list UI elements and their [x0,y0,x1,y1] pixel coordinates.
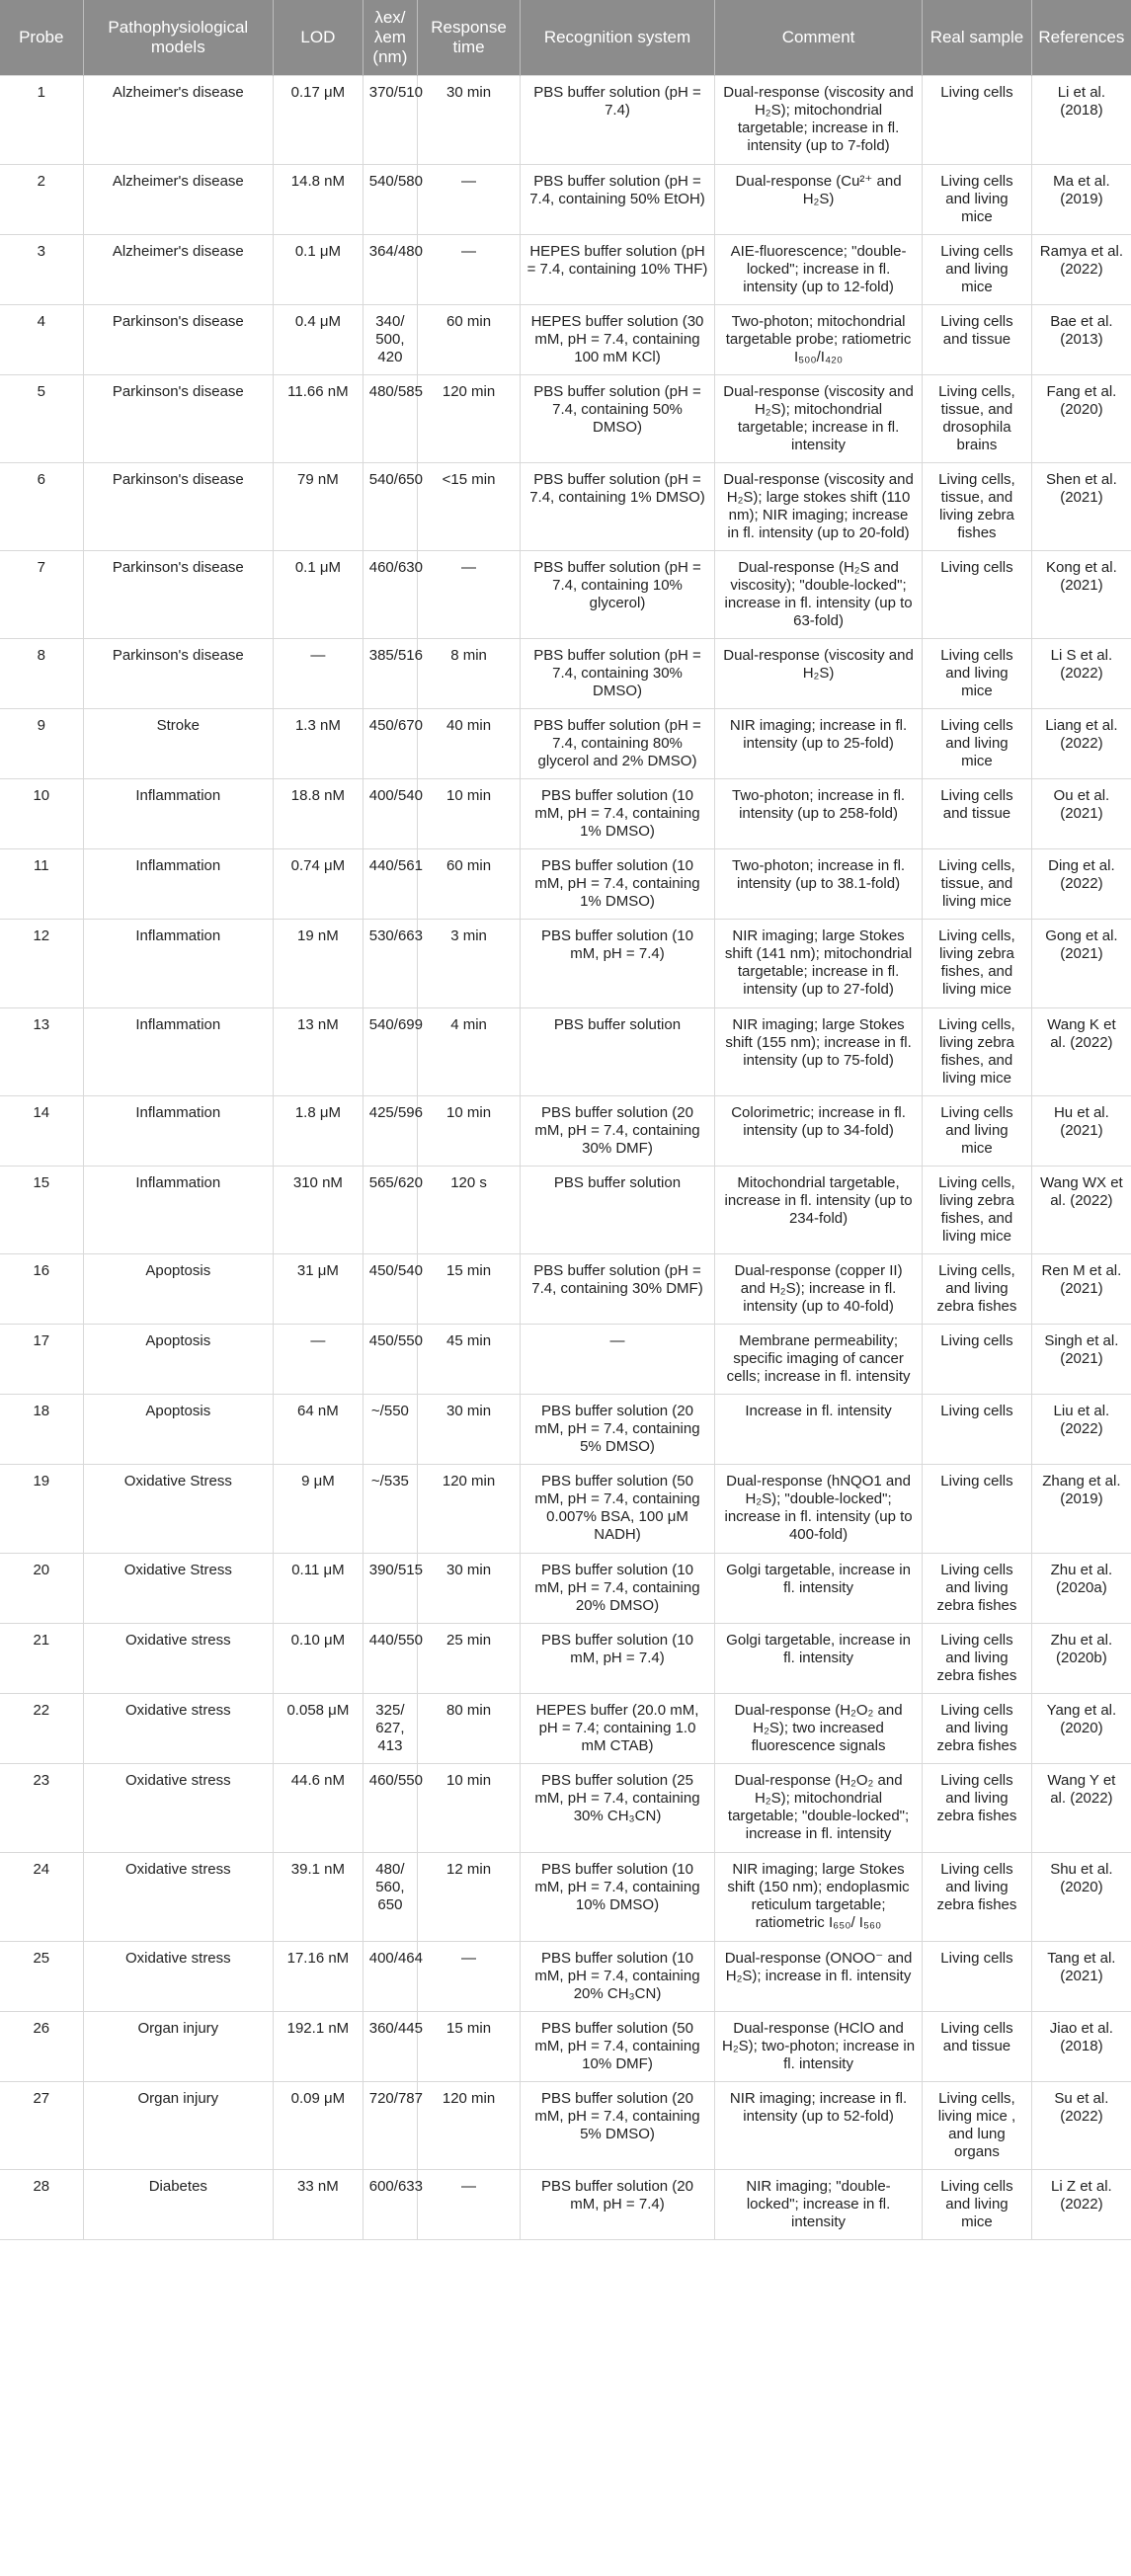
cell-probe: 3 [0,234,83,304]
cell-real-sample: Living cells and living mice [923,234,1032,304]
cell-model: Parkinson's disease [83,550,273,638]
cell-response-time: 30 min [418,1394,521,1464]
cell-recognition-system: — [521,1324,715,1394]
cell-response-time: — [418,164,521,234]
table-row [0,1763,1131,1852]
table-row [0,2011,1131,2081]
cell-model: Oxidative stress [83,1693,273,1763]
cell-real-sample: Living cells and living zebra fishes [923,1852,1032,1941]
cell-model: Parkinson's disease [83,462,273,550]
cell-reference: Ding et al. (2022) [1031,848,1131,919]
table-row [0,2169,1131,2239]
cell-lod: 1.3 nM [274,708,364,778]
cell-lambda: 565/620 [363,1166,417,1253]
cell-comment: Membrane permeability; specific imaging of cancer cells; increase in fl. intensity [714,1324,922,1394]
cell-model: Stroke [83,708,273,778]
cell-comment: Dual-response (copper II) and H₂S); increase in fl. intensity (up to 40-fold) [714,1253,922,1324]
cell-probe: 20 [0,1553,83,1623]
cell-model: Oxidative stress [83,1763,273,1852]
cell-model: Inflammation [83,919,273,1007]
cell-model: Organ injury [83,2081,273,2169]
cell-response-time: — [418,234,521,304]
cell-lod: 18.8 nM [274,778,364,848]
cell-comment: NIR imaging; large Stokes shift (150 nm); endoplasmic reticulum targetable; ratiometric I₆₅₀/ I₅₆₀ [714,1852,922,1941]
cell-real-sample: Living cells and living mice [923,708,1032,778]
cell-recognition-system: PBS buffer solution (25 mM, pH = 7.4, containing 30% CH₃CN) [521,1763,715,1852]
cell-recognition-system: PBS buffer solution (10 mM, pH = 7.4, containing 1% DMSO) [521,848,715,919]
cell-probe: 15 [0,1166,83,1253]
cell-reference: Su et al. (2022) [1031,2081,1131,2169]
cell-probe: 1 [0,75,83,164]
cell-model: Oxidative stress [83,1852,273,1941]
cell-reference: Li et al. (2018) [1031,75,1131,164]
cell-response-time: 40 min [418,708,521,778]
cell-model: Inflammation [83,848,273,919]
cell-response-time: 120 min [418,374,521,462]
table-row [0,2081,1131,2169]
cell-reference: Kong et al. (2021) [1031,550,1131,638]
cell-lambda: 385/516 [363,638,417,708]
cell-real-sample: Living cells and living zebra fishes [923,1623,1032,1693]
cell-real-sample: Living cells [923,75,1032,164]
table-row [0,1324,1131,1394]
cell-reference: Zhu et al. (2020a) [1031,1553,1131,1623]
header-probe: Probe [0,0,83,75]
cell-real-sample: Living cells, tissue, and living mice [923,848,1032,919]
cell-lambda: 600/633 [363,2169,417,2239]
cell-real-sample: Living cells and living mice [923,638,1032,708]
cell-lod: 13 nM [274,1007,364,1095]
cell-lod: 31 μM [274,1253,364,1324]
cell-comment: AIE-fluorescence; "double-locked"; increase in fl. intensity (up to 12-fold) [714,234,922,304]
cell-comment: Dual-response (viscosity and H₂S) [714,638,922,708]
cell-reference: Li Z et al. (2022) [1031,2169,1131,2239]
cell-lod: 0.1 μM [274,234,364,304]
cell-recognition-system: PBS buffer solution [521,1007,715,1095]
cell-lambda: 450/550 [363,1324,417,1394]
cell-probe: 16 [0,1253,83,1324]
cell-reference: Zhang et al. (2019) [1031,1464,1131,1553]
cell-response-time: <15 min [418,462,521,550]
cell-model: Parkinson's disease [83,638,273,708]
cell-probe: 5 [0,374,83,462]
cell-comment: NIR imaging; increase in fl. intensity (up to 52-fold) [714,2081,922,2169]
cell-comment: NIR imaging; "double-locked"; increase in fl. intensity [714,2169,922,2239]
table-row [0,1007,1131,1095]
cell-reference: Shu et al. (2020) [1031,1852,1131,1941]
header-lambda: λex/ λem (nm) [363,0,417,75]
cell-reference: Hu et al. (2021) [1031,1095,1131,1166]
cell-recognition-system: HEPES buffer solution (pH = 7.4, containing 10% THF) [521,234,715,304]
cell-lambda: 530/663 [363,919,417,1007]
cell-lod: 19 nM [274,919,364,1007]
cell-reference: Liang et al. (2022) [1031,708,1131,778]
cell-probe: 14 [0,1095,83,1166]
cell-response-time: 120 s [418,1166,521,1253]
cell-lambda: 460/550 [363,1763,417,1852]
cell-reference: Wang K et al. (2022) [1031,1007,1131,1095]
cell-response-time: 10 min [418,778,521,848]
cell-real-sample: Living cells [923,1324,1032,1394]
cell-lod: 192.1 nM [274,2011,364,2081]
cell-lod: 0.11 μM [274,1553,364,1623]
table-row [0,462,1131,550]
cell-real-sample: Living cells and tissue [923,778,1032,848]
header-recognition-system: Recognition system [521,0,715,75]
cell-lod: 0.4 μM [274,304,364,374]
table-row [0,848,1131,919]
cell-model: Oxidative stress [83,1941,273,2011]
cell-comment: Two-photon; increase in fl. intensity (up to 258-fold) [714,778,922,848]
cell-recognition-system: PBS buffer solution (pH = 7.4, containing 1% DMSO) [521,462,715,550]
cell-probe: 13 [0,1007,83,1095]
cell-lambda: 340/ 500, 420 [363,304,417,374]
cell-comment: NIR imaging; large Stokes shift (141 nm); mitochondrial targetable; increase in fl. intensity (up to 27-fold) [714,919,922,1007]
cell-real-sample: Living cells and living zebra fishes [923,1553,1032,1623]
table-row [0,1095,1131,1166]
table-row [0,708,1131,778]
cell-comment: Two-photon; mitochondrial targetable probe; ratiometric I₅₀₀/I₄₂₀ [714,304,922,374]
cell-recognition-system: PBS buffer solution (pH = 7.4, containing 50% DMSO) [521,374,715,462]
cell-model: Inflammation [83,1166,273,1253]
cell-reference: Bae et al. (2013) [1031,304,1131,374]
cell-lod: 39.1 nM [274,1852,364,1941]
cell-reference: Singh et al. (2021) [1031,1324,1131,1394]
cell-model: Alzheimer's disease [83,75,273,164]
cell-model: Inflammation [83,1007,273,1095]
cell-recognition-system: PBS buffer solution (50 mM, pH = 7.4, containing 10% DMF) [521,2011,715,2081]
cell-lod: 33 nM [274,2169,364,2239]
cell-lambda: 370/510 [363,75,417,164]
cell-comment: Dual-response (viscosity and H₂S); large stokes shift (110 nm); NIR imaging; increase in fl. intensity (up to 20-fold) [714,462,922,550]
cell-lambda: 425/596 [363,1095,417,1166]
cell-model: Inflammation [83,778,273,848]
cell-lambda: 540/580 [363,164,417,234]
cell-model: Apoptosis [83,1253,273,1324]
cell-lod: 64 nM [274,1394,364,1464]
cell-real-sample: Living cells [923,1464,1032,1553]
cell-recognition-system: PBS buffer solution (pH = 7.4, containing 10% glycerol) [521,550,715,638]
cell-real-sample: Living cells [923,550,1032,638]
cell-lod: 310 nM [274,1166,364,1253]
cell-recognition-system: PBS buffer solution (10 mM, pH = 7.4) [521,1623,715,1693]
cell-lambda: 480/585 [363,374,417,462]
table-row [0,919,1131,1007]
cell-comment: Dual-response (H₂O₂ and H₂S); two increased fluorescence signals [714,1693,922,1763]
cell-response-time: 80 min [418,1693,521,1763]
cell-real-sample: Living cells, living zebra fishes, and living mice [923,1166,1032,1253]
table-row [0,550,1131,638]
cell-real-sample: Living cells, tissue, and drosophila brains [923,374,1032,462]
cell-response-time: 120 min [418,1464,521,1553]
cell-real-sample: Living cells, living zebra fishes, and living mice [923,919,1032,1007]
cell-lambda: 390/515 [363,1553,417,1623]
cell-real-sample: Living cells, living mice , and lung organs [923,2081,1032,2169]
cell-probe: 2 [0,164,83,234]
cell-probe: 4 [0,304,83,374]
cell-response-time: 8 min [418,638,521,708]
cell-response-time: — [418,1941,521,2011]
cell-lambda: 540/650 [363,462,417,550]
cell-response-time: 12 min [418,1852,521,1941]
cell-reference: Shen et al. (2021) [1031,462,1131,550]
cell-lambda: ~/535 [363,1464,417,1553]
table-row [0,164,1131,234]
cell-probe: 25 [0,1941,83,2011]
cell-response-time: 3 min [418,919,521,1007]
cell-lambda: 400/540 [363,778,417,848]
cell-recognition-system: PBS buffer solution (10 mM, pH = 7.4, containing 10% DMSO) [521,1852,715,1941]
cell-probe: 9 [0,708,83,778]
cell-lambda: 720/787 [363,2081,417,2169]
cell-reference: Ma et al. (2019) [1031,164,1131,234]
cell-recognition-system: PBS buffer solution (10 mM, pH = 7.4, containing 1% DMSO) [521,778,715,848]
cell-comment: NIR imaging; large Stokes shift (155 nm); increase in fl. intensity (up to 75-fold) [714,1007,922,1095]
cell-model: Apoptosis [83,1394,273,1464]
cell-comment: Mitochondrial targetable, increase in fl. intensity (up to 234-fold) [714,1166,922,1253]
cell-reference: Liu et al. (2022) [1031,1394,1131,1464]
cell-real-sample: Living cells and living zebra fishes [923,1693,1032,1763]
cell-lod: 0.058 μM [274,1693,364,1763]
cell-recognition-system: HEPES buffer solution (30 mM, pH = 7.4, containing 100 mM KCl) [521,304,715,374]
cell-real-sample: Living cells, living zebra fishes, and living mice [923,1007,1032,1095]
cell-lambda: 400/464 [363,1941,417,2011]
cell-reference: Ren M et al. (2021) [1031,1253,1131,1324]
cell-probe: 11 [0,848,83,919]
cell-probe: 17 [0,1324,83,1394]
cell-response-time: 60 min [418,304,521,374]
header-references: References [1031,0,1131,75]
cell-comment: Golgi targetable, increase in fl. intensity [714,1553,922,1623]
cell-response-time: 10 min [418,1763,521,1852]
cell-probe: 22 [0,1693,83,1763]
cell-real-sample: Living cells and living zebra fishes [923,1763,1032,1852]
cell-lambda: 364/480 [363,234,417,304]
cell-lambda: 360/445 [363,2011,417,2081]
cell-lambda: 440/561 [363,848,417,919]
cell-probe: 23 [0,1763,83,1852]
cell-response-time: — [418,550,521,638]
table-row [0,75,1131,164]
cell-real-sample: Living cells, and living zebra fishes [923,1253,1032,1324]
cell-lod: 14.8 nM [274,164,364,234]
table-row [0,1166,1131,1253]
cell-real-sample: Living cells [923,1394,1032,1464]
header-comment: Comment [714,0,922,75]
cell-lod: — [274,638,364,708]
cell-recognition-system: PBS buffer solution (20 mM, pH = 7.4, containing 5% DMSO) [521,2081,715,2169]
cell-probe: 24 [0,1852,83,1941]
cell-comment: Dual-response (H₂S and viscosity); "double-locked"; increase in fl. intensity (up to 63-fold) [714,550,922,638]
cell-real-sample: Living cells [923,1941,1032,2011]
cell-real-sample: Living cells and living mice [923,2169,1032,2239]
cell-reference: Zhu et al. (2020b) [1031,1623,1131,1693]
cell-recognition-system: PBS buffer solution (pH = 7.4, containing 30% DMF) [521,1253,715,1324]
cell-model: Inflammation [83,1095,273,1166]
cell-recognition-system: PBS buffer solution (20 mM, pH = 7.4) [521,2169,715,2239]
cell-probe: 21 [0,1623,83,1693]
cell-comment: Dual-response (viscosity and H₂S); mitochondrial targetable; increase in fl. intensity (up to 7-fold) [714,75,922,164]
cell-lod: 79 nM [274,462,364,550]
cell-comment: Two-photon; increase in fl. intensity (up to 38.1-fold) [714,848,922,919]
cell-lod: 17.16 nM [274,1941,364,2011]
cell-response-time: 60 min [418,848,521,919]
cell-lod: 1.8 μM [274,1095,364,1166]
cell-probe: 27 [0,2081,83,2169]
cell-response-time: 4 min [418,1007,521,1095]
table-row [0,234,1131,304]
cell-recognition-system: PBS buffer solution (10 mM, pH = 7.4, containing 20% DMSO) [521,1553,715,1623]
cell-comment: Colorimetric; increase in fl. intensity (up to 34-fold) [714,1095,922,1166]
cell-probe: 7 [0,550,83,638]
cell-real-sample: Living cells and living mice [923,164,1032,234]
cell-comment: Dual-response (HClO and H₂S); two-photon; increase in fl. intensity [714,2011,922,2081]
cell-lod: 0.17 μM [274,75,364,164]
cell-response-time: 10 min [418,1095,521,1166]
cell-response-time: 30 min [418,1553,521,1623]
cell-recognition-system: PBS buffer solution (pH = 7.4, containing 50% EtOH) [521,164,715,234]
cell-model: Alzheimer's disease [83,234,273,304]
cell-reference: Li S et al. (2022) [1031,638,1131,708]
table-row [0,1623,1131,1693]
cell-comment: Increase in fl. intensity [714,1394,922,1464]
cell-model: Organ injury [83,2011,273,2081]
cell-comment: NIR imaging; increase in fl. intensity (up to 25-fold) [714,708,922,778]
header-lod: LOD [274,0,364,75]
table-row [0,1941,1131,2011]
cell-reference: Tang et al. (2021) [1031,1941,1131,2011]
cell-recognition-system: PBS buffer solution (10 mM, pH = 7.4, containing 20% CH₃CN) [521,1941,715,2011]
cell-response-time: — [418,2169,521,2239]
table-row [0,1553,1131,1623]
table-row [0,304,1131,374]
cell-probe: 18 [0,1394,83,1464]
table-row [0,1253,1131,1324]
cell-lambda: 450/540 [363,1253,417,1324]
cell-recognition-system: PBS buffer solution (10 mM, pH = 7.4) [521,919,715,1007]
cell-model: Apoptosis [83,1324,273,1394]
cell-recognition-system: PBS buffer solution (50 mM, pH = 7.4, containing 0.007% BSA, 100 μM NADH) [521,1464,715,1553]
cell-probe: 26 [0,2011,83,2081]
cell-comment: Golgi targetable, increase in fl. intensity [714,1623,922,1693]
cell-reference: Gong et al. (2021) [1031,919,1131,1007]
cell-recognition-system: PBS buffer solution (20 mM, pH = 7.4, containing 5% DMSO) [521,1394,715,1464]
cell-lod: 0.10 μM [274,1623,364,1693]
table-row [0,1394,1131,1464]
cell-real-sample: Living cells and tissue [923,304,1032,374]
cell-reference: Wang WX et al. (2022) [1031,1166,1131,1253]
cell-model: Diabetes [83,2169,273,2239]
cell-lambda: 540/699 [363,1007,417,1095]
cell-real-sample: Living cells and living mice [923,1095,1032,1166]
header-model: Pathophysiological models [83,0,273,75]
table-row [0,1693,1131,1763]
cell-lambda: ~/550 [363,1394,417,1464]
cell-model: Parkinson's disease [83,374,273,462]
cell-response-time: 120 min [418,2081,521,2169]
cell-comment: Dual-response (ONOO⁻ and H₂S); increase in fl. intensity [714,1941,922,2011]
table-row [0,778,1131,848]
cell-lambda: 325/ 627, 413 [363,1693,417,1763]
cell-response-time: 25 min [418,1623,521,1693]
cell-comment: Dual-response (viscosity and H₂S); mitochondrial targetable; increase in fl. intensity [714,374,922,462]
table-body [0,75,1131,2239]
cell-lambda: 450/670 [363,708,417,778]
cell-recognition-system: PBS buffer solution (pH = 7.4, containing 30% DMSO) [521,638,715,708]
cell-recognition-system: PBS buffer solution (20 mM, pH = 7.4, containing 30% DMF) [521,1095,715,1166]
cell-probe: 10 [0,778,83,848]
cell-model: Oxidative stress [83,1623,273,1693]
cell-reference: Yang et al. (2020) [1031,1693,1131,1763]
header-response-time: Response time [418,0,521,75]
cell-lod: 0.74 μM [274,848,364,919]
cell-lod: 0.09 μM [274,2081,364,2169]
cell-real-sample: Living cells, tissue, and living zebra fishes [923,462,1032,550]
cell-model: Oxidative Stress [83,1553,273,1623]
cell-probe: 8 [0,638,83,708]
cell-lod: — [274,1324,364,1394]
cell-probe: 28 [0,2169,83,2239]
cell-model: Parkinson's disease [83,304,273,374]
cell-lambda: 460/630 [363,550,417,638]
cell-probe: 12 [0,919,83,1007]
table-row [0,1852,1131,1941]
cell-comment: Dual-response (hNQO1 and H₂S); "double-locked"; increase in fl. intensity (up to 400-fold) [714,1464,922,1553]
cell-reference: Jiao et al. (2018) [1031,2011,1131,2081]
cell-lambda: 440/550 [363,1623,417,1693]
cell-lod: 11.66 nM [274,374,364,462]
cell-probe: 19 [0,1464,83,1553]
cell-model: Alzheimer's disease [83,164,273,234]
cell-lod: 9 μM [274,1464,364,1553]
cell-response-time: 15 min [418,1253,521,1324]
cell-response-time: 15 min [418,2011,521,2081]
cell-comment: Dual-response (H₂O₂ and H₂S); mitochondrial targetable; "double-locked"; increase in fl. intensity [714,1763,922,1852]
cell-recognition-system: PBS buffer solution (pH = 7.4) [521,75,715,164]
table-row [0,374,1131,462]
header-row [0,0,1131,75]
header-real-sample: Real sample [923,0,1032,75]
cell-reference: Ou et al. (2021) [1031,778,1131,848]
cell-recognition-system: PBS buffer solution [521,1166,715,1253]
cell-reference: Fang et al. (2020) [1031,374,1131,462]
cell-reference: Ramya et al. (2022) [1031,234,1131,304]
table-row [0,1464,1131,1553]
cell-recognition-system: HEPES buffer (20.0 mM, pH = 7.4; containing 1.0 mM CTAB) [521,1693,715,1763]
cell-lod: 0.1 μM [274,550,364,638]
cell-model: Oxidative Stress [83,1464,273,1553]
cell-probe: 6 [0,462,83,550]
cell-response-time: 30 min [418,75,521,164]
cell-response-time: 45 min [418,1324,521,1394]
cell-lod: 44.6 nM [274,1763,364,1852]
cell-comment: Dual-response (Cu²⁺ and H₂S) [714,164,922,234]
cell-reference: Wang Y et al. (2022) [1031,1763,1131,1852]
table-row [0,638,1131,708]
cell-recognition-system: PBS buffer solution (pH = 7.4, containing 80% glycerol and 2% DMSO) [521,708,715,778]
cell-lambda: 480/ 560, 650 [363,1852,417,1941]
cell-real-sample: Living cells and tissue [923,2011,1032,2081]
